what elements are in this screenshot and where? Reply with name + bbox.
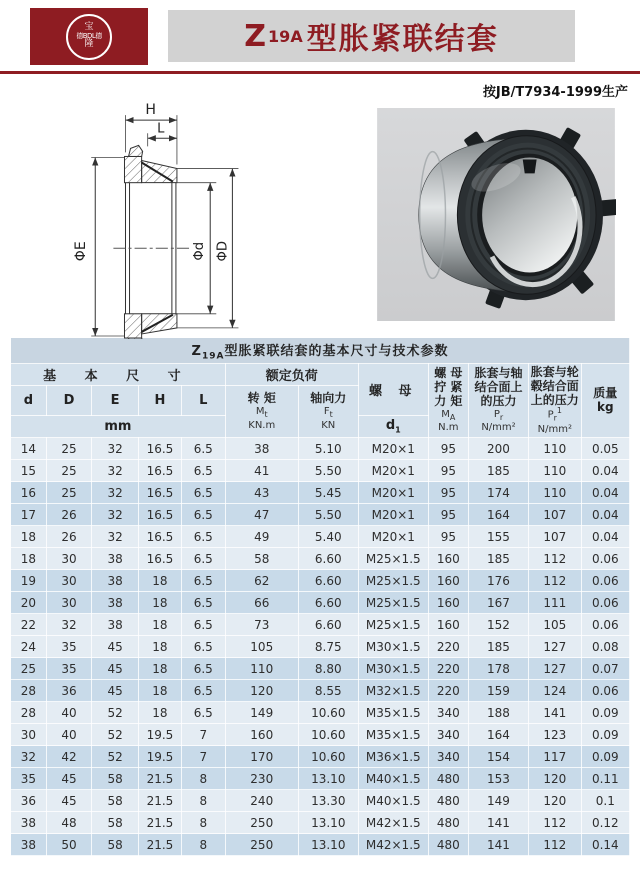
cell-pressure-shaft: 185 — [468, 636, 528, 658]
cell-nut-torque: 340 — [428, 702, 468, 724]
cell-H: 19.5 — [139, 724, 182, 746]
title-sub: 19A — [268, 26, 303, 46]
cell-L: 7 — [181, 746, 225, 768]
cell-pressure-hub: 120 — [529, 790, 582, 812]
cell-L: 6.5 — [181, 548, 225, 570]
cell-L: 6.5 — [181, 636, 225, 658]
brand-seal — [66, 14, 112, 60]
cell-torque: 170 — [225, 746, 298, 768]
cell-torque: 120 — [225, 680, 298, 702]
cell-pressure-hub: 123 — [529, 724, 582, 746]
cell-L: 8 — [181, 790, 225, 812]
cell-nut-torque: 220 — [428, 658, 468, 680]
cell-H: 16.5 — [139, 504, 182, 526]
col-group-rated-load: 额定负荷 — [225, 364, 358, 386]
cell-axial-force: 13.10 — [298, 834, 358, 856]
cell-axial-force: 13.10 — [298, 812, 358, 834]
cell-mass: 0.06 — [581, 614, 629, 636]
cell-E: 32 — [92, 438, 139, 460]
cell-L: 7 — [181, 724, 225, 746]
table-row — [11, 482, 630, 504]
col-header-torque: 转 矩 $M_t$ KN.m — [225, 386, 298, 438]
table-row — [11, 834, 630, 856]
cell-E: 58 — [92, 790, 139, 812]
cell-D: 40 — [46, 724, 91, 746]
cell-H: 21.5 — [139, 834, 182, 856]
cell-D: 30 — [46, 548, 91, 570]
dim-label-phi-big-d: ΦD — [215, 241, 231, 262]
cell-torque: 62 — [225, 570, 298, 592]
cell-mass: 0.04 — [581, 504, 629, 526]
col-header-H: H — [139, 386, 182, 416]
cell-pressure-shaft: 141 — [468, 834, 528, 856]
cell-d: 17 — [11, 504, 47, 526]
cell-d: 28 — [11, 680, 47, 702]
cell-nut-thread: M25×1.5 — [358, 570, 428, 592]
cell-axial-force: 5.40 — [298, 526, 358, 548]
col-group-basic-dims: 基 本 尺 寸 — [11, 364, 226, 386]
cell-E: 32 — [92, 460, 139, 482]
cell-pressure-shaft: 188 — [468, 702, 528, 724]
col-header-pressure-shaft: 胀套与轴 结合面上 的压力 $P_r$ N/mm² — [468, 364, 528, 438]
cell-L: 6.5 — [181, 592, 225, 614]
cell-nut-torque: 95 — [428, 460, 468, 482]
cell-nut-thread: M35×1.5 — [358, 724, 428, 746]
cell-torque: 38 — [225, 438, 298, 460]
cell-D: 36 — [46, 680, 91, 702]
cell-D: 25 — [46, 438, 91, 460]
cell-E: 38 — [92, 570, 139, 592]
cell-torque: 230 — [225, 768, 298, 790]
cell-mass: 0.06 — [581, 548, 629, 570]
cell-mass: 0.1 — [581, 790, 629, 812]
cell-D: 45 — [46, 768, 91, 790]
title-prefix: Z — [244, 18, 269, 54]
table-caption: $Z_{19A}$型胀紧联结套的基本尺寸与技术参数 — [11, 338, 630, 364]
cell-D: 50 — [46, 834, 91, 856]
cell-d: 32 — [11, 746, 47, 768]
cell-torque: 240 — [225, 790, 298, 812]
cell-L: 6.5 — [181, 438, 225, 460]
cell-pressure-shaft: 154 — [468, 746, 528, 768]
table-row — [11, 460, 630, 482]
table-row — [11, 526, 630, 548]
cell-pressure-hub: 107 — [529, 504, 582, 526]
cell-nut-torque: 340 — [428, 724, 468, 746]
cell-nut-thread: M36×1.5 — [358, 746, 428, 768]
cell-nut-thread: M20×1 — [358, 460, 428, 482]
cell-D: 45 — [46, 790, 91, 812]
cell-pressure-hub: 120 — [529, 768, 582, 790]
cell-nut-torque: 95 — [428, 504, 468, 526]
cell-d: 19 — [11, 570, 47, 592]
cell-mass: 0.12 — [581, 812, 629, 834]
cell-pressure-shaft: 164 — [468, 724, 528, 746]
cell-E: 58 — [92, 768, 139, 790]
cell-nut-thread: M20×1 — [358, 526, 428, 548]
cell-nut-thread: M25×1.5 — [358, 592, 428, 614]
spec-table-section — [10, 337, 630, 856]
cell-E: 52 — [92, 746, 139, 768]
cell-nut-torque: 95 — [428, 526, 468, 548]
table-row — [11, 504, 630, 526]
standard-note: 按JB/T7934-1999生产 — [482, 85, 628, 100]
cell-pressure-shaft: 153 — [468, 768, 528, 790]
table-row — [11, 548, 630, 570]
cell-torque: 250 — [225, 812, 298, 834]
product-photo — [376, 108, 616, 321]
col-header-pressure-hub: 胀套与轮 毂结合面 上的压力 $P_r^1$ N/mm² — [529, 364, 582, 438]
cell-E: 38 — [92, 614, 139, 636]
cell-D: 35 — [46, 636, 91, 658]
cell-L: 6.5 — [181, 482, 225, 504]
cell-pressure-hub: 105 — [529, 614, 582, 636]
cell-axial-force: 8.80 — [298, 658, 358, 680]
cell-axial-force: 10.60 — [298, 702, 358, 724]
table-row — [11, 636, 630, 658]
cell-mass: 0.09 — [581, 702, 629, 724]
cell-E: 38 — [92, 548, 139, 570]
cell-mass: 0.05 — [581, 438, 629, 460]
cell-nut-thread: M42×1.5 — [358, 834, 428, 856]
col-header-axial-force: 轴向力 $F_t$ KN — [298, 386, 358, 438]
cell-mass: 0.11 — [581, 768, 629, 790]
cell-H: 21.5 — [139, 790, 182, 812]
cell-nut-thread: M20×1 — [358, 438, 428, 460]
table-row — [11, 702, 630, 724]
cell-nut-thread: M20×1 — [358, 504, 428, 526]
cell-nut-thread: M25×1.5 — [358, 548, 428, 570]
cell-axial-force: 10.60 — [298, 724, 358, 746]
cell-H: 21.5 — [139, 768, 182, 790]
cell-E: 52 — [92, 702, 139, 724]
title-rest: 型胀紧联结套 — [306, 22, 499, 57]
cell-D: 25 — [46, 460, 91, 482]
cell-pressure-shaft: 164 — [468, 504, 528, 526]
cell-H: 18 — [139, 636, 182, 658]
cell-nut-thread: M30×1.5 — [358, 636, 428, 658]
cell-D: 48 — [46, 812, 91, 834]
cell-D: 26 — [46, 504, 91, 526]
cell-pressure-hub: 112 — [529, 570, 582, 592]
cell-E: 32 — [92, 482, 139, 504]
cell-D: 30 — [46, 570, 91, 592]
cell-d: 18 — [11, 526, 47, 548]
cell-axial-force: 13.30 — [298, 790, 358, 812]
cell-E: 58 — [92, 812, 139, 834]
cell-pressure-shaft: 155 — [468, 526, 528, 548]
cell-H: 16.5 — [139, 526, 182, 548]
cell-nut-thread: M25×1.5 — [358, 614, 428, 636]
cell-H: 19.5 — [139, 746, 182, 768]
cell-H: 21.5 — [139, 812, 182, 834]
cell-E: 32 — [92, 526, 139, 548]
cell-pressure-shaft: 176 — [468, 570, 528, 592]
cell-nut-torque: 480 — [428, 790, 468, 812]
cell-d: 38 — [11, 812, 47, 834]
table-body — [11, 438, 630, 856]
cell-mass: 0.06 — [581, 680, 629, 702]
brand-logo — [30, 8, 148, 65]
col-header-nut: 螺 母 — [358, 364, 428, 416]
cell-nut-thread: M42×1.5 — [358, 812, 428, 834]
cell-d: 28 — [11, 702, 47, 724]
cell-pressure-hub: 127 — [529, 636, 582, 658]
cell-pressure-hub: 127 — [529, 658, 582, 680]
cell-torque: 43 — [225, 482, 298, 504]
cell-pressure-hub: 110 — [529, 482, 582, 504]
cell-d: 30 — [11, 724, 47, 746]
cell-mass: 0.04 — [581, 460, 629, 482]
cell-D: 42 — [46, 746, 91, 768]
cell-axial-force: 6.60 — [298, 570, 358, 592]
table-row — [11, 570, 630, 592]
cell-pressure-shaft: 178 — [468, 658, 528, 680]
col-header-mass: 质量 kg — [581, 364, 629, 438]
cell-nut-thread: M40×1.5 — [358, 790, 428, 812]
cell-axial-force: 8.55 — [298, 680, 358, 702]
table-row — [11, 614, 630, 636]
table-row — [11, 658, 630, 680]
seal-text-middle: 德BDL德 — [76, 31, 102, 40]
cell-E: 58 — [92, 834, 139, 856]
cell-nut-torque: 160 — [428, 592, 468, 614]
cell-E: 45 — [92, 636, 139, 658]
cell-nut-torque: 95 — [428, 438, 468, 460]
col-header-nut-thread: $d_1$ — [358, 416, 428, 438]
cell-d: 36 — [11, 790, 47, 812]
cell-mass: 0.06 — [581, 592, 629, 614]
cell-pressure-hub: 124 — [529, 680, 582, 702]
cell-H: 18 — [139, 570, 182, 592]
cell-nut-torque: 95 — [428, 482, 468, 504]
table-row — [11, 680, 630, 702]
cell-E: 52 — [92, 724, 139, 746]
cell-pressure-hub: 117 — [529, 746, 582, 768]
cell-mass: 0.07 — [581, 658, 629, 680]
cell-torque: 110 — [225, 658, 298, 680]
cell-D: 26 — [46, 526, 91, 548]
col-header-d: d — [11, 386, 47, 416]
cell-D: 35 — [46, 658, 91, 680]
cell-nut-thread: M30×1.5 — [358, 658, 428, 680]
cell-pressure-hub: 112 — [529, 812, 582, 834]
cell-d: 15 — [11, 460, 47, 482]
cell-torque: 160 — [225, 724, 298, 746]
cell-D: 40 — [46, 702, 91, 724]
cell-pressure-hub: 112 — [529, 548, 582, 570]
cell-mass: 0.09 — [581, 724, 629, 746]
cell-nut-thread: M40×1.5 — [358, 768, 428, 790]
table-row — [11, 768, 630, 790]
seal-text-bottom: 隆 — [84, 39, 94, 50]
col-header-E: E — [92, 386, 139, 416]
col-header-D: D — [46, 386, 91, 416]
cell-pressure-shaft: 152 — [468, 614, 528, 636]
cell-torque: 47 — [225, 504, 298, 526]
cell-d: 24 — [11, 636, 47, 658]
cell-L: 6.5 — [181, 460, 225, 482]
cell-torque: 41 — [225, 460, 298, 482]
cell-L: 6.5 — [181, 680, 225, 702]
dim-label-l: L — [157, 121, 165, 137]
figures-row — [0, 100, 640, 337]
cell-nut-torque: 480 — [428, 768, 468, 790]
cell-axial-force: 13.10 — [298, 768, 358, 790]
cell-nut-torque: 340 — [428, 746, 468, 768]
cell-d: 35 — [11, 768, 47, 790]
cell-nut-torque: 160 — [428, 570, 468, 592]
cell-nut-torque: 160 — [428, 548, 468, 570]
cell-E: 45 — [92, 680, 139, 702]
table-row — [11, 438, 630, 460]
cell-H: 18 — [139, 614, 182, 636]
cell-d: 16 — [11, 482, 47, 504]
cell-D: 32 — [46, 614, 91, 636]
cell-pressure-hub: 111 — [529, 592, 582, 614]
cell-pressure-hub: 110 — [529, 460, 582, 482]
cell-L: 8 — [181, 812, 225, 834]
cell-axial-force: 5.10 — [298, 438, 358, 460]
cell-axial-force: 10.60 — [298, 746, 358, 768]
cell-mass: 0.08 — [581, 636, 629, 658]
cell-pressure-hub: 107 — [529, 526, 582, 548]
cell-L: 6.5 — [181, 658, 225, 680]
cell-D: 25 — [46, 482, 91, 504]
page-header — [0, 0, 640, 65]
cell-pressure-shaft: 149 — [468, 790, 528, 812]
seal-text-top: 宝 — [84, 22, 94, 33]
cell-L: 8 — [181, 768, 225, 790]
table-row — [11, 746, 630, 768]
cell-E: 38 — [92, 592, 139, 614]
cell-H: 18 — [139, 702, 182, 724]
cell-nut-torque: 220 — [428, 680, 468, 702]
cell-torque: 250 — [225, 834, 298, 856]
table-row — [11, 812, 630, 834]
cell-nut-torque: 480 — [428, 812, 468, 834]
dim-label-h: H — [145, 102, 157, 119]
cell-pressure-shaft: 174 — [468, 482, 528, 504]
cell-d: 25 — [11, 658, 47, 680]
cell-mass: 0.14 — [581, 834, 629, 856]
cell-nut-torque: 160 — [428, 614, 468, 636]
cell-d: 20 — [11, 592, 47, 614]
col-header-nut-torque: 螺 母 拧 紧 力 矩 $M_A$ N.m — [428, 364, 468, 438]
cell-pressure-shaft: 141 — [468, 812, 528, 834]
dim-label-phi-d: Φd — [192, 241, 208, 261]
cell-H: 18 — [139, 680, 182, 702]
cell-L: 6.5 — [181, 504, 225, 526]
cell-E: 32 — [92, 504, 139, 526]
cell-pressure-shaft: 159 — [468, 680, 528, 702]
cell-axial-force: 6.60 — [298, 592, 358, 614]
cell-axial-force: 5.50 — [298, 504, 358, 526]
dim-unit: mm — [11, 416, 226, 438]
cell-pressure-hub: 112 — [529, 834, 582, 856]
cell-mass: 0.04 — [581, 526, 629, 548]
table-row — [11, 724, 630, 746]
cell-L: 6.5 — [181, 570, 225, 592]
cell-pressure-shaft: 185 — [468, 548, 528, 570]
cell-pressure-shaft: 200 — [468, 438, 528, 460]
cell-mass: 0.04 — [581, 482, 629, 504]
cell-pressure-hub: 110 — [529, 438, 582, 460]
cell-mass: 0.06 — [581, 570, 629, 592]
cell-axial-force: 5.50 — [298, 460, 358, 482]
cell-torque: 73 — [225, 614, 298, 636]
cell-torque: 105 — [225, 636, 298, 658]
table-row — [11, 592, 630, 614]
table-header — [11, 338, 630, 438]
cell-L: 6.5 — [181, 614, 225, 636]
cell-torque: 66 — [225, 592, 298, 614]
cell-mass: 0.09 — [581, 746, 629, 768]
cell-d: 22 — [11, 614, 47, 636]
cell-nut-torque: 220 — [428, 636, 468, 658]
table-row — [11, 790, 630, 812]
cell-H: 16.5 — [139, 438, 182, 460]
cell-nut-thread: M35×1.5 — [358, 702, 428, 724]
cell-L: 6.5 — [181, 702, 225, 724]
cell-d: 14 — [11, 438, 47, 460]
cell-H: 16.5 — [139, 482, 182, 504]
cell-torque: 149 — [225, 702, 298, 724]
cell-pressure-shaft: 185 — [468, 460, 528, 482]
cell-E: 45 — [92, 658, 139, 680]
cell-H: 18 — [139, 658, 182, 680]
cell-H: 18 — [139, 592, 182, 614]
cell-D: 30 — [46, 592, 91, 614]
cell-nut-torque: 480 — [428, 834, 468, 856]
cell-torque: 49 — [225, 526, 298, 548]
dim-label-phi-e: ΦE — [73, 241, 90, 262]
cell-axial-force: 6.60 — [298, 548, 358, 570]
technical-drawing — [26, 102, 344, 339]
cell-d: 38 — [11, 834, 47, 856]
cell-axial-force: 6.60 — [298, 614, 358, 636]
cell-pressure-hub: 141 — [529, 702, 582, 724]
cell-pressure-shaft: 167 — [468, 592, 528, 614]
cell-torque: 58 — [225, 548, 298, 570]
cell-axial-force: 8.75 — [298, 636, 358, 658]
cell-H: 16.5 — [139, 548, 182, 570]
cell-L: 6.5 — [181, 526, 225, 548]
cell-axial-force: 5.45 — [298, 482, 358, 504]
cell-L: 8 — [181, 834, 225, 856]
cell-H: 16.5 — [139, 460, 182, 482]
spec-table — [10, 337, 630, 856]
col-header-L: L — [181, 386, 225, 416]
cell-nut-thread: M32×1.5 — [358, 680, 428, 702]
page-title — [168, 10, 575, 62]
cell-d: 18 — [11, 548, 47, 570]
cell-nut-thread: M20×1 — [358, 482, 428, 504]
